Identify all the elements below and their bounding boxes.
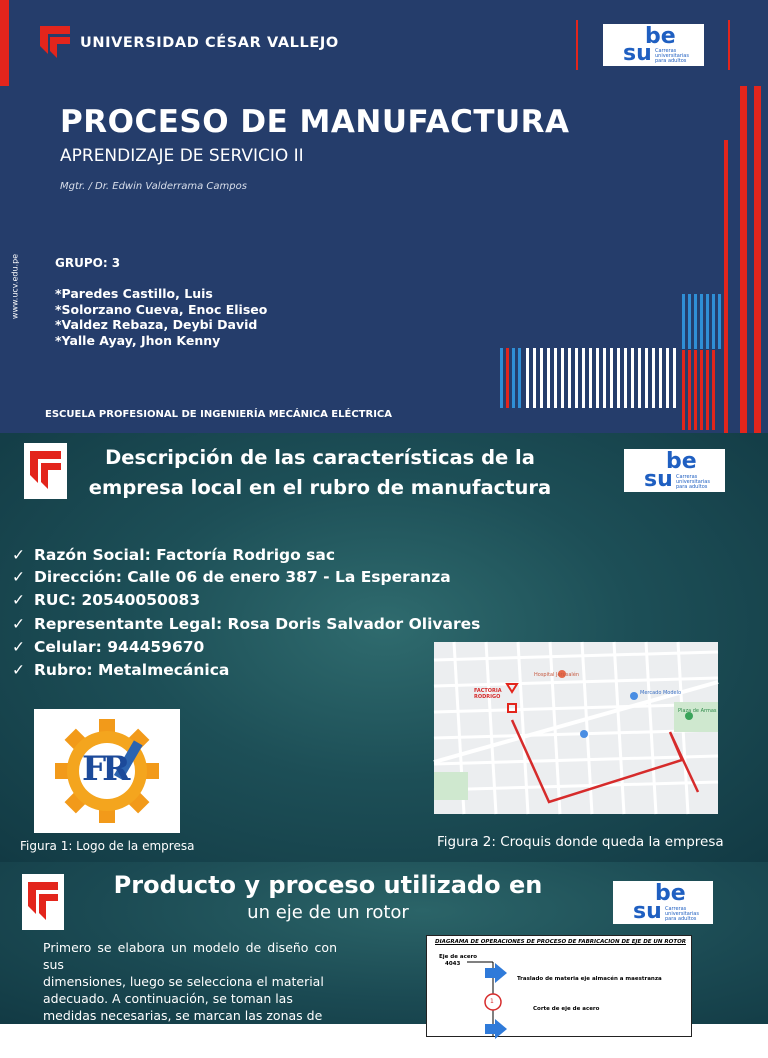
teacher-name: Mgtr. / Dr. Edwin Valderrama Campos (60, 181, 247, 192)
check-icon: ✓ (12, 661, 25, 679)
info-text: Rubro: Metalmecánica (34, 661, 230, 679)
member-item: *Paredes Castillo, Luis (55, 286, 213, 301)
sube-logo-su: su (623, 41, 652, 66)
info-text: Dirección: Calle 06 de enero 387 - La Esperanza (34, 568, 451, 586)
check-icon: ✓ (12, 591, 25, 609)
info-text: Razón Social: Factoría Rodrigo sac (34, 546, 336, 564)
map-marker-line: FACTORIA (474, 688, 502, 694)
slide-title (70, 870, 586, 926)
info-text: Celular: 944459670 (34, 638, 205, 656)
sube-tag-1: Carreras (676, 474, 698, 480)
sube-logo-be: be (666, 449, 697, 474)
decor-line (728, 20, 730, 70)
ucv-logo-icon (38, 24, 72, 60)
map-marker-line: RODRIGO (474, 694, 501, 700)
ucv-logo-icon (24, 443, 67, 499)
diagram-step: Traslado de materia eje almacén a maestranza (517, 976, 662, 982)
map-poi-label: Plaza de Armas (678, 708, 717, 714)
sube-logo (624, 449, 725, 492)
check-icon: ✓ (12, 568, 25, 586)
ucv-logo-icon (22, 874, 64, 930)
diagram-step: Corte de eje de acero (533, 1006, 600, 1012)
process-paragraph (43, 939, 337, 1058)
member-item: *Yalle Ayay, Jhon Kenny (55, 332, 221, 348)
info-text: RUC: 20540050083 (34, 591, 201, 609)
presentation-title: PROCESO DE MANUFACTURA (60, 104, 570, 140)
sube-tag-1: Carreras (655, 48, 677, 54)
process-slide (0, 862, 768, 1057)
sube-logo-be: be (645, 24, 676, 49)
title-line: empresa local en el rubro de manufactura (88, 476, 552, 499)
info-item (12, 546, 335, 564)
check-icon: ✓ (12, 615, 25, 633)
sube-logo (603, 24, 704, 66)
info-item (12, 568, 451, 586)
member-item: *Solorzano Cueva, Enoc Eliseo (55, 301, 268, 317)
sube-tag-2: universitarias (665, 911, 699, 917)
presentation-subtitle: APRENDIZAJE DE SERVICIO II (60, 146, 304, 166)
sube-logo-be: be (655, 881, 686, 906)
info-item (12, 615, 480, 633)
figure-caption: Figura 2: Croquis donde queda la empresa (437, 834, 724, 850)
info-item (12, 591, 200, 609)
sube-logo-tagline (676, 475, 710, 490)
paragraph-line: dimensiones, luego se selecciona el material (43, 974, 324, 989)
map-marker-label (474, 688, 502, 700)
diagram-start-line: 4043 (445, 961, 461, 967)
left-red-strip (0, 0, 9, 86)
paragraph-line: medidas necesarias, se marcan las zonas de (43, 1008, 323, 1023)
diagram-step-number: 1 (490, 998, 494, 1005)
decor-stripes (496, 80, 768, 433)
info-text: Representante Legal: Rosa Doris Salvador Olivares (34, 615, 481, 633)
info-item (12, 638, 204, 656)
sube-logo-su: su (633, 899, 662, 924)
sube-tag-2: universitarias (655, 53, 689, 59)
decor-line (576, 20, 578, 70)
map-poi-label: Mercado Modelo (640, 690, 682, 696)
sube-tag-2: universitarias (676, 479, 710, 485)
school-name: ESCUELA PROFESIONAL DE INGENIERÍA MECÁNICA ELÉCTRICA (45, 409, 393, 420)
title-slide (0, 0, 768, 433)
group-label: GRUPO: 3 (55, 256, 121, 270)
sube-tag-1: Carreras (665, 906, 687, 912)
title-line: un eje de un rotor (247, 902, 409, 923)
slide-title (70, 443, 570, 503)
sube-logo-tagline (655, 49, 689, 64)
check-icon: ✓ (12, 546, 25, 564)
university-name: UNIVERSIDAD CÉSAR VALLEJO (80, 35, 339, 51)
sube-logo (613, 881, 713, 924)
company-logo-letters: FR (82, 749, 127, 789)
diagram-title: DIAGRAMA DE OPERACIONES DE PROCESO DE FABRICACION DE EJE DE UN ROTOR (435, 939, 686, 945)
figure-caption: Figura 1: Logo de la empresa (20, 839, 195, 853)
company-slide (0, 433, 768, 862)
paragraph-line: Primero se elabora un modelo de diseño con sus (43, 940, 337, 972)
sube-logo-su: su (644, 467, 673, 492)
location-map (434, 642, 718, 814)
member-item: *Valdez Rebaza, Deybi David (55, 317, 258, 332)
info-item (12, 661, 229, 679)
sube-tag-3: para adultos (655, 58, 687, 64)
sube-tag-3: para adultos (665, 916, 697, 922)
map-poi-label: Hospital Jerusalén (534, 672, 580, 678)
process-diagram (426, 935, 692, 1037)
sube-tag-3: para adultos (676, 484, 708, 490)
paragraph-line: corte y se fijan de forma segura en el torno. Se (43, 1025, 337, 1057)
check-icon: ✓ (12, 638, 25, 656)
diagram-flow (427, 936, 691, 1036)
member-list (55, 286, 267, 348)
title-line: Producto y proceso utilizado en (113, 871, 543, 899)
title-line: Descripción de las características de la (105, 446, 535, 469)
paragraph-line: adecuado. A continuación, se toman las (43, 991, 293, 1006)
website-text: www.ucv.edu.pe (10, 253, 20, 320)
diagram-start-line: Eje de acero (439, 954, 478, 960)
company-logo (34, 709, 180, 833)
sube-logo-tagline (665, 907, 699, 922)
